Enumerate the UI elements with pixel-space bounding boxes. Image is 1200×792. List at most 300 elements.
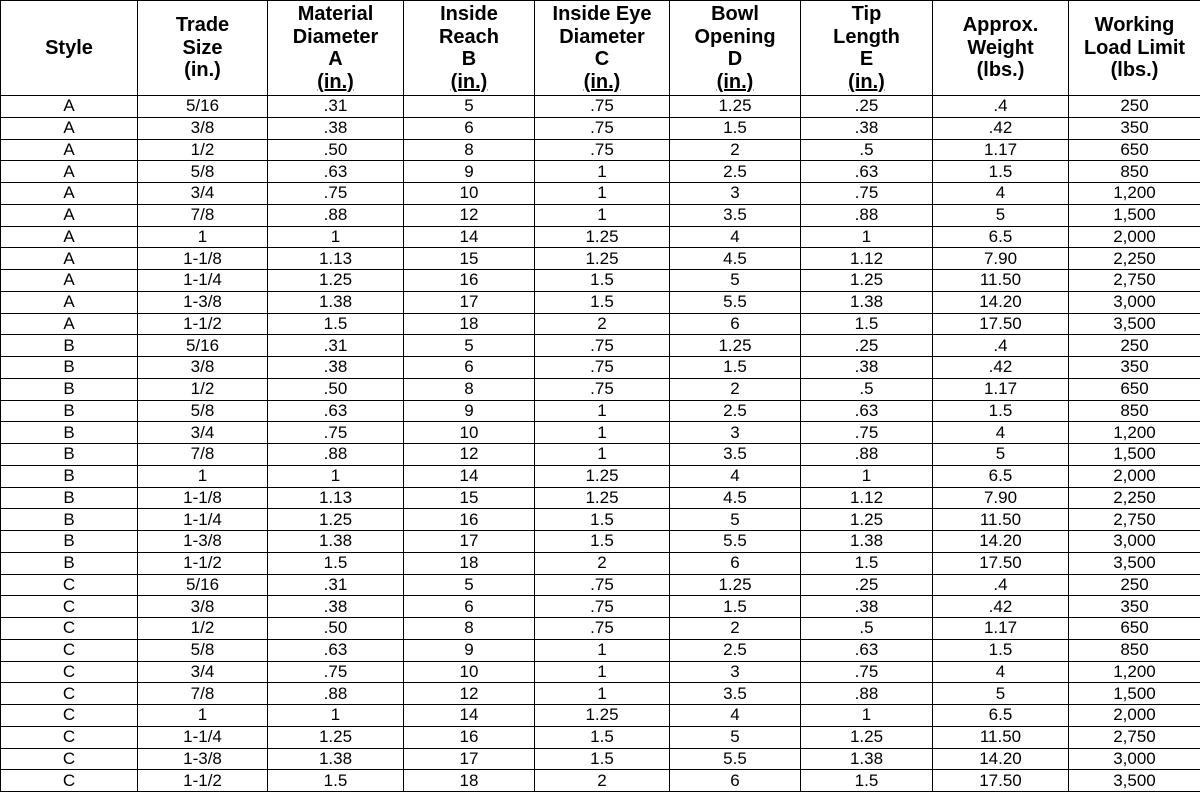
cell-tip-length: .88 <box>801 444 933 466</box>
cell-trade-size: 1-3/8 <box>138 291 268 313</box>
cell-working-load-limit: 850 <box>1069 161 1200 183</box>
cell-inside-eye-diameter: 1.5 <box>535 748 670 770</box>
cell-working-load-limit: 2,250 <box>1069 487 1200 509</box>
cell-inside-eye-diameter: .75 <box>535 596 670 618</box>
cell-tip-length: 1.12 <box>801 248 933 270</box>
cell-working-load-limit: 250 <box>1069 574 1200 596</box>
cell-approx-weight: .4 <box>933 335 1069 357</box>
cell-material-diameter: .88 <box>268 444 404 466</box>
cell-style: B <box>1 444 138 466</box>
cell-tip-length: 1.38 <box>801 748 933 770</box>
cell-bowl-opening: 1.5 <box>670 357 801 379</box>
column-header-line: Approx. <box>933 14 1068 37</box>
cell-material-diameter: .38 <box>268 357 404 379</box>
cell-inside-reach: 12 <box>404 444 535 466</box>
table-row <box>1 204 1200 226</box>
cell-tip-length: 1 <box>801 465 933 487</box>
cell-style: A <box>1 270 138 292</box>
cell-approx-weight: .42 <box>933 596 1069 618</box>
cell-approx-weight: 5 <box>933 444 1069 466</box>
column-header-line: Reach <box>404 26 534 49</box>
column-header-line: (in.) <box>670 71 800 94</box>
cell-approx-weight: 14.20 <box>933 531 1069 553</box>
cell-approx-weight: 7.90 <box>933 248 1069 270</box>
cell-material-diameter: 1 <box>268 705 404 727</box>
cell-tip-length: .5 <box>801 139 933 161</box>
cell-style: C <box>1 618 138 640</box>
column-header-tip-length <box>801 1 933 96</box>
cell-tip-length: .38 <box>801 357 933 379</box>
cell-material-diameter: 1.5 <box>268 770 404 792</box>
cell-trade-size: 7/8 <box>138 204 268 226</box>
cell-style: A <box>1 226 138 248</box>
cell-inside-reach: 12 <box>404 683 535 705</box>
cell-inside-reach: 6 <box>404 357 535 379</box>
table-row <box>1 183 1200 205</box>
cell-bowl-opening: 4 <box>670 705 801 727</box>
cell-tip-length: .5 <box>801 378 933 400</box>
cell-working-load-limit: 350 <box>1069 357 1200 379</box>
cell-bowl-opening: 1.25 <box>670 335 801 357</box>
cell-tip-length: 1.25 <box>801 270 933 292</box>
cell-working-load-limit: 850 <box>1069 400 1200 422</box>
cell-inside-eye-diameter: .75 <box>535 357 670 379</box>
cell-material-diameter: .75 <box>268 422 404 444</box>
cell-material-diameter: 1.25 <box>268 509 404 531</box>
cell-inside-reach: 6 <box>404 596 535 618</box>
column-header-line: A <box>268 48 403 71</box>
cell-material-diameter: 1.25 <box>268 270 404 292</box>
cell-approx-weight: .42 <box>933 117 1069 139</box>
cell-inside-eye-diameter: 1 <box>535 422 670 444</box>
cell-bowl-opening: 3 <box>670 183 801 205</box>
column-header-working-load-limit <box>1069 1 1200 96</box>
column-header-line: C <box>535 48 669 71</box>
cell-trade-size: 7/8 <box>138 444 268 466</box>
column-header-line: D <box>670 48 800 71</box>
cell-bowl-opening: 2.5 <box>670 639 801 661</box>
cell-working-load-limit: 1,200 <box>1069 183 1200 205</box>
cell-bowl-opening: 5.5 <box>670 531 801 553</box>
cell-inside-eye-diameter: 1.5 <box>535 726 670 748</box>
cell-trade-size: 1-1/4 <box>138 270 268 292</box>
cell-inside-reach: 18 <box>404 552 535 574</box>
cell-inside-reach: 9 <box>404 161 535 183</box>
cell-tip-length: .38 <box>801 596 933 618</box>
cell-working-load-limit: 2,000 <box>1069 705 1200 727</box>
table-row <box>1 705 1200 727</box>
cell-style: B <box>1 552 138 574</box>
cell-bowl-opening: 5 <box>670 726 801 748</box>
cell-style: B <box>1 509 138 531</box>
cell-inside-eye-diameter: 2 <box>535 552 670 574</box>
cell-style: C <box>1 683 138 705</box>
table-row <box>1 552 1200 574</box>
cell-inside-eye-diameter: .75 <box>535 378 670 400</box>
table-row <box>1 117 1200 139</box>
column-header-line: Trade <box>138 14 267 37</box>
cell-inside-eye-diameter: 1.25 <box>535 226 670 248</box>
table-body <box>1 96 1200 792</box>
cell-inside-eye-diameter: 1 <box>535 683 670 705</box>
cell-inside-eye-diameter: 1 <box>535 400 670 422</box>
cell-approx-weight: 1.5 <box>933 161 1069 183</box>
cell-approx-weight: 17.50 <box>933 313 1069 335</box>
cell-style: C <box>1 770 138 792</box>
cell-inside-eye-diameter: 1 <box>535 161 670 183</box>
cell-inside-eye-diameter: .75 <box>535 96 670 118</box>
cell-material-diameter: .75 <box>268 661 404 683</box>
table-row <box>1 444 1200 466</box>
cell-inside-reach: 16 <box>404 726 535 748</box>
cell-approx-weight: 14.20 <box>933 291 1069 313</box>
cell-bowl-opening: 3 <box>670 661 801 683</box>
cell-inside-eye-diameter: 1 <box>535 639 670 661</box>
cell-tip-length: .25 <box>801 335 933 357</box>
cell-inside-reach: 10 <box>404 422 535 444</box>
cell-inside-reach: 5 <box>404 335 535 357</box>
cell-trade-size: 5/16 <box>138 335 268 357</box>
cell-tip-length: .88 <box>801 204 933 226</box>
cell-style: A <box>1 183 138 205</box>
cell-approx-weight: 6.5 <box>933 226 1069 248</box>
cell-bowl-opening: 6 <box>670 770 801 792</box>
column-header-line: E <box>801 48 932 71</box>
cell-approx-weight: .42 <box>933 357 1069 379</box>
cell-bowl-opening: 5.5 <box>670 291 801 313</box>
cell-tip-length: 1.38 <box>801 531 933 553</box>
cell-style: A <box>1 117 138 139</box>
table-row <box>1 291 1200 313</box>
cell-style: B <box>1 422 138 444</box>
cell-bowl-opening: 2 <box>670 618 801 640</box>
cell-style: A <box>1 248 138 270</box>
cell-approx-weight: .4 <box>933 574 1069 596</box>
column-header-line: Size <box>138 37 267 60</box>
cell-working-load-limit: 3,000 <box>1069 748 1200 770</box>
cell-style: A <box>1 161 138 183</box>
cell-approx-weight: 1.17 <box>933 378 1069 400</box>
cell-trade-size: 1 <box>138 705 268 727</box>
column-header-trade-size <box>138 1 268 96</box>
table-row <box>1 378 1200 400</box>
cell-trade-size: 3/8 <box>138 117 268 139</box>
cell-style: C <box>1 748 138 770</box>
cell-inside-reach: 18 <box>404 770 535 792</box>
table-row <box>1 596 1200 618</box>
column-header-line: Diameter <box>268 26 403 49</box>
cell-trade-size: 3/4 <box>138 183 268 205</box>
cell-working-load-limit: 350 <box>1069 596 1200 618</box>
cell-working-load-limit: 2,000 <box>1069 465 1200 487</box>
cell-tip-length: 1.25 <box>801 726 933 748</box>
table-row <box>1 270 1200 292</box>
cell-material-diameter: .63 <box>268 400 404 422</box>
cell-tip-length: .88 <box>801 683 933 705</box>
column-header-approx-weight <box>933 1 1069 96</box>
cell-trade-size: 5/8 <box>138 161 268 183</box>
cell-bowl-opening: 1.5 <box>670 117 801 139</box>
cell-trade-size: 3/4 <box>138 661 268 683</box>
cell-inside-eye-diameter: 1.25 <box>535 487 670 509</box>
column-header-line: B <box>404 48 534 71</box>
cell-approx-weight: 11.50 <box>933 270 1069 292</box>
cell-approx-weight: 11.50 <box>933 509 1069 531</box>
cell-inside-reach: 8 <box>404 378 535 400</box>
column-header-line: Opening <box>670 26 800 49</box>
cell-inside-eye-diameter: .75 <box>535 139 670 161</box>
cell-approx-weight: 6.5 <box>933 465 1069 487</box>
cell-style: A <box>1 291 138 313</box>
cell-tip-length: .5 <box>801 618 933 640</box>
cell-inside-reach: 10 <box>404 661 535 683</box>
table-row <box>1 96 1200 118</box>
cell-approx-weight: 7.90 <box>933 487 1069 509</box>
column-header-inside-reach <box>404 1 535 96</box>
column-header-line: (in.) <box>535 71 669 94</box>
cell-material-diameter: 1.25 <box>268 726 404 748</box>
cell-working-load-limit: 650 <box>1069 618 1200 640</box>
cell-bowl-opening: 3.5 <box>670 444 801 466</box>
table-row <box>1 618 1200 640</box>
cell-bowl-opening: 2 <box>670 139 801 161</box>
cell-working-load-limit: 3,000 <box>1069 531 1200 553</box>
cell-style: B <box>1 487 138 509</box>
table-row <box>1 770 1200 792</box>
cell-approx-weight: 5 <box>933 683 1069 705</box>
cell-bowl-opening: 3 <box>670 422 801 444</box>
cell-bowl-opening: 6 <box>670 313 801 335</box>
cell-bowl-opening: 4.5 <box>670 248 801 270</box>
column-header-line: Working <box>1069 14 1200 37</box>
cell-material-diameter: 1.38 <box>268 531 404 553</box>
cell-trade-size: 1 <box>138 226 268 248</box>
cell-inside-reach: 15 <box>404 487 535 509</box>
cell-inside-reach: 14 <box>404 226 535 248</box>
cell-working-load-limit: 650 <box>1069 139 1200 161</box>
cell-tip-length: .63 <box>801 400 933 422</box>
cell-inside-eye-diameter: 1.5 <box>535 291 670 313</box>
table-row <box>1 248 1200 270</box>
cell-style: C <box>1 596 138 618</box>
table-row <box>1 161 1200 183</box>
cell-inside-reach: 5 <box>404 96 535 118</box>
cell-inside-eye-diameter: 1.5 <box>535 531 670 553</box>
cell-approx-weight: 1.17 <box>933 139 1069 161</box>
column-header-inside-eye-diameter <box>535 1 670 96</box>
cell-inside-eye-diameter: 1 <box>535 204 670 226</box>
column-header-line: Style <box>1 37 137 60</box>
cell-working-load-limit: 350 <box>1069 117 1200 139</box>
cell-inside-reach: 9 <box>404 400 535 422</box>
cell-material-diameter: 1 <box>268 226 404 248</box>
cell-trade-size: 5/8 <box>138 400 268 422</box>
cell-material-diameter: .63 <box>268 639 404 661</box>
cell-material-diameter: .31 <box>268 574 404 596</box>
cell-bowl-opening: 3.5 <box>670 204 801 226</box>
table-row <box>1 422 1200 444</box>
cell-bowl-opening: 2.5 <box>670 161 801 183</box>
cell-trade-size: 5/8 <box>138 639 268 661</box>
cell-approx-weight: .4 <box>933 96 1069 118</box>
cell-tip-length: .63 <box>801 639 933 661</box>
column-header-line: (in.) <box>138 59 267 82</box>
cell-tip-length: .75 <box>801 183 933 205</box>
cell-bowl-opening: 3.5 <box>670 683 801 705</box>
cell-working-load-limit: 2,000 <box>1069 226 1200 248</box>
cell-working-load-limit: 250 <box>1069 96 1200 118</box>
cell-tip-length: 1.12 <box>801 487 933 509</box>
cell-inside-eye-diameter: 1.5 <box>535 509 670 531</box>
cell-bowl-opening: 1.25 <box>670 574 801 596</box>
cell-bowl-opening: 1.5 <box>670 596 801 618</box>
cell-working-load-limit: 2,250 <box>1069 248 1200 270</box>
cell-approx-weight: 17.50 <box>933 552 1069 574</box>
cell-working-load-limit: 650 <box>1069 378 1200 400</box>
column-header-line: Tip <box>801 3 932 26</box>
cell-inside-reach: 6 <box>404 117 535 139</box>
cell-inside-reach: 14 <box>404 465 535 487</box>
cell-inside-reach: 14 <box>404 705 535 727</box>
cell-style: B <box>1 335 138 357</box>
cell-inside-reach: 17 <box>404 748 535 770</box>
cell-working-load-limit: 3,500 <box>1069 552 1200 574</box>
table-row <box>1 313 1200 335</box>
column-header-material-diameter <box>268 1 404 96</box>
cell-style: B <box>1 531 138 553</box>
cell-tip-length: 1.25 <box>801 509 933 531</box>
table-row <box>1 726 1200 748</box>
cell-trade-size: 1-1/8 <box>138 248 268 270</box>
table-row <box>1 335 1200 357</box>
column-header-line: Weight <box>933 37 1068 60</box>
cell-working-load-limit: 3,000 <box>1069 291 1200 313</box>
cell-style: A <box>1 96 138 118</box>
cell-bowl-opening: 2.5 <box>670 400 801 422</box>
cell-trade-size: 1 <box>138 465 268 487</box>
cell-bowl-opening: 4 <box>670 465 801 487</box>
cell-material-diameter: 1 <box>268 465 404 487</box>
cell-trade-size: 1/2 <box>138 139 268 161</box>
cell-inside-eye-diameter: .75 <box>535 574 670 596</box>
cell-working-load-limit: 1,200 <box>1069 422 1200 444</box>
table-row <box>1 639 1200 661</box>
cell-style: C <box>1 574 138 596</box>
column-header-line: (in.) <box>268 71 403 94</box>
cell-style: C <box>1 639 138 661</box>
cell-style: B <box>1 465 138 487</box>
cell-working-load-limit: 2,750 <box>1069 270 1200 292</box>
cell-approx-weight: 6.5 <box>933 705 1069 727</box>
cell-material-diameter: .31 <box>268 96 404 118</box>
cell-tip-length: .75 <box>801 422 933 444</box>
column-header-line: (lbs.) <box>1069 59 1200 82</box>
cell-material-diameter: .31 <box>268 335 404 357</box>
cell-tip-length: .25 <box>801 96 933 118</box>
cell-style: C <box>1 726 138 748</box>
cell-inside-eye-diameter: 1.5 <box>535 270 670 292</box>
cell-working-load-limit: 1,500 <box>1069 444 1200 466</box>
table-row <box>1 661 1200 683</box>
cell-approx-weight: 14.20 <box>933 748 1069 770</box>
cell-tip-length: 1.5 <box>801 552 933 574</box>
cell-trade-size: 1-1/8 <box>138 487 268 509</box>
cell-inside-reach: 17 <box>404 531 535 553</box>
cell-inside-reach: 8 <box>404 139 535 161</box>
cell-working-load-limit: 1,500 <box>1069 204 1200 226</box>
cell-trade-size: 1-1/4 <box>138 509 268 531</box>
cell-tip-length: 1 <box>801 226 933 248</box>
column-header-line: Load Limit <box>1069 37 1200 60</box>
cell-inside-reach: 16 <box>404 270 535 292</box>
cell-working-load-limit: 2,750 <box>1069 509 1200 531</box>
header-row <box>1 1 1200 96</box>
cell-approx-weight: 4 <box>933 183 1069 205</box>
cell-trade-size: 1-3/8 <box>138 531 268 553</box>
cell-inside-eye-diameter: 1 <box>535 661 670 683</box>
cell-trade-size: 3/8 <box>138 357 268 379</box>
cell-material-diameter: .63 <box>268 161 404 183</box>
cell-bowl-opening: 4.5 <box>670 487 801 509</box>
cell-style: C <box>1 705 138 727</box>
cell-inside-eye-diameter: .75 <box>535 335 670 357</box>
cell-tip-length: .25 <box>801 574 933 596</box>
table-row <box>1 357 1200 379</box>
cell-inside-reach: 9 <box>404 639 535 661</box>
cell-working-load-limit: 1,200 <box>1069 661 1200 683</box>
cell-style: B <box>1 378 138 400</box>
cell-inside-reach: 18 <box>404 313 535 335</box>
cell-material-diameter: 1.13 <box>268 487 404 509</box>
cell-inside-eye-diameter: 2 <box>535 313 670 335</box>
cell-trade-size: 1-1/2 <box>138 770 268 792</box>
cell-style: A <box>1 139 138 161</box>
cell-approx-weight: 5 <box>933 204 1069 226</box>
cell-inside-eye-diameter: 2 <box>535 770 670 792</box>
cell-inside-eye-diameter: .75 <box>535 117 670 139</box>
column-header-line: Inside Eye <box>535 3 669 26</box>
cell-style: A <box>1 204 138 226</box>
column-header-style <box>1 1 138 96</box>
cell-material-diameter: 1.38 <box>268 748 404 770</box>
cell-material-diameter: .50 <box>268 618 404 640</box>
cell-bowl-opening: 5.5 <box>670 748 801 770</box>
cell-material-diameter: .38 <box>268 117 404 139</box>
cell-inside-eye-diameter: 1.25 <box>535 465 670 487</box>
cell-inside-reach: 10 <box>404 183 535 205</box>
table-row <box>1 748 1200 770</box>
table-row <box>1 487 1200 509</box>
cell-bowl-opening: 2 <box>670 378 801 400</box>
cell-working-load-limit: 2,750 <box>1069 726 1200 748</box>
cell-working-load-limit: 850 <box>1069 639 1200 661</box>
cell-approx-weight: 17.50 <box>933 770 1069 792</box>
cell-trade-size: 1/2 <box>138 618 268 640</box>
table-row <box>1 574 1200 596</box>
cell-working-load-limit: 3,500 <box>1069 770 1200 792</box>
column-header-line: (in.) <box>404 71 534 94</box>
column-header-line: Length <box>801 26 932 49</box>
cell-material-diameter: 1.38 <box>268 291 404 313</box>
cell-inside-eye-diameter: 1 <box>535 444 670 466</box>
cell-trade-size: 1-1/2 <box>138 313 268 335</box>
cell-inside-reach: 15 <box>404 248 535 270</box>
cell-material-diameter: .75 <box>268 183 404 205</box>
cell-material-diameter: .88 <box>268 204 404 226</box>
table-row <box>1 400 1200 422</box>
cell-approx-weight: 4 <box>933 422 1069 444</box>
cell-tip-length: 1.38 <box>801 291 933 313</box>
